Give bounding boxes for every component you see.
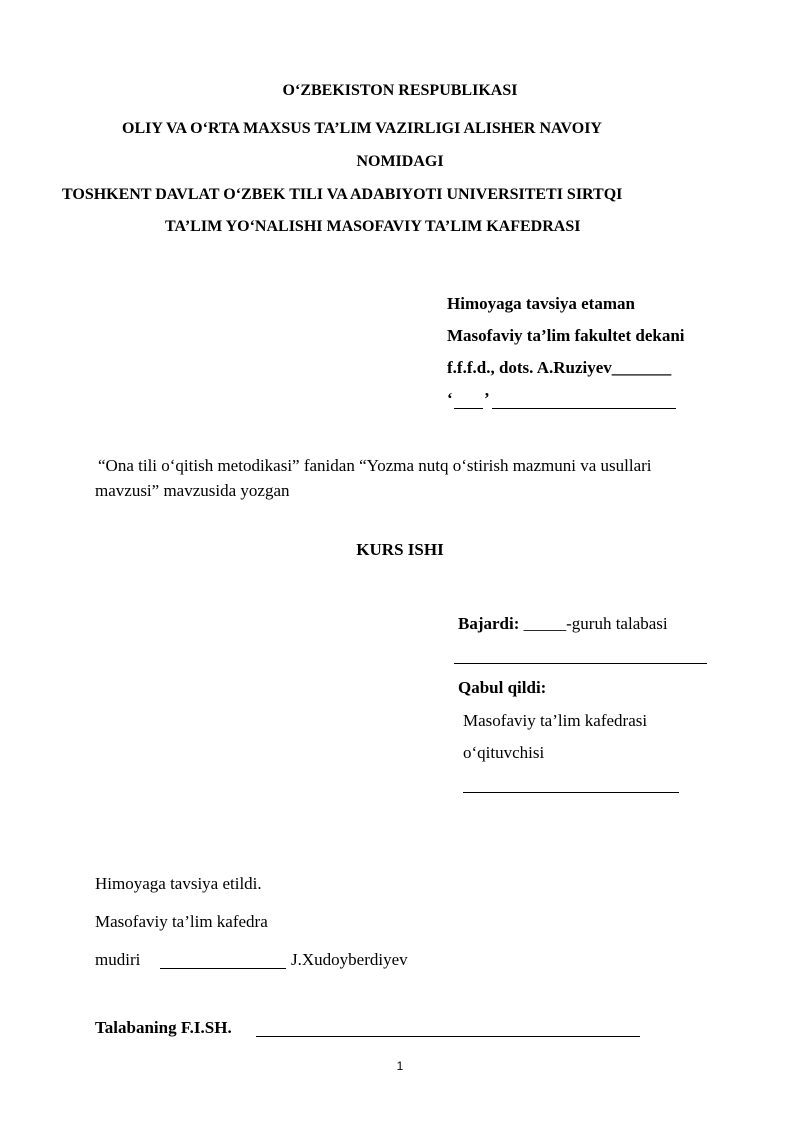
approval-date-day-blank bbox=[454, 408, 483, 409]
footer-signature-blank bbox=[160, 968, 286, 969]
header-department-name: TA’LIM YO‘NALISHI MASOFAVIY TA’LIM KAFEDRASI bbox=[165, 218, 581, 235]
topic-line-2: mavzusi” mavzusida yozgan bbox=[95, 481, 290, 500]
performer-group-suffix: -guruh talabasi bbox=[566, 614, 668, 633]
approval-date-open-quote: ‘ bbox=[447, 389, 453, 408]
student-name-blank bbox=[256, 1036, 640, 1037]
footer-head-name: J.Xudoyberdiyev bbox=[291, 950, 408, 969]
reviewer-department: Masofaviy ta’lim kafedrasi bbox=[463, 711, 648, 730]
performer-name-blank bbox=[454, 663, 707, 664]
topic-line-1: “Ona tili o‘qitish metodikasi” fanidan “Yozma nutq o‘stirish mazmuni va usullari bbox=[98, 456, 652, 475]
approval-dean-title: Masofaviy ta’lim fakultet dekani bbox=[447, 326, 685, 345]
page-number: 1 bbox=[396, 1059, 404, 1073]
footer-recommended: Himoyaga tavsiya etildi. bbox=[95, 874, 262, 893]
header-university-name: TOSHKENT DAVLAT O‘ZBEK TILI VA ADABIYOTI UNIVERSITETI SIRTQI bbox=[62, 186, 623, 203]
footer-department-head-title: Masofaviy ta’lim kafedra bbox=[95, 912, 268, 931]
approval-date-close-quote: ’ bbox=[484, 389, 490, 408]
student-label: Talabaning F.I.SH. bbox=[95, 1018, 232, 1037]
reviewer-label: Qabul qildi: bbox=[458, 678, 547, 697]
header-ministry-name: OLIY VA O‘RTA MAXSUS TA’LIM VAZIRLIGI ALISHER NAVOIY bbox=[122, 120, 602, 137]
reviewer-position: o‘qituvchisi bbox=[463, 743, 545, 762]
performer-label: Bajardi: bbox=[458, 614, 520, 633]
approval-dean-name: f.f.f.d., dots. A.Ruziyev_______ bbox=[447, 358, 672, 377]
document-type-title: KURS ISHI bbox=[356, 540, 444, 559]
performer-group-blank: _____ bbox=[523, 614, 567, 633]
approval-date-month-blank bbox=[492, 408, 676, 409]
approval-recommend: Himoyaga tavsiya etaman bbox=[447, 294, 635, 313]
performer-line bbox=[458, 614, 668, 634]
header-ministry-name-cont: NOMIDAGI bbox=[356, 153, 444, 170]
reviewer-name-blank bbox=[463, 792, 679, 793]
footer-mudiri-label: mudiri bbox=[95, 950, 141, 969]
header-ministry-country: O‘ZBEKISTON RESPUBLIKASI bbox=[282, 82, 518, 99]
